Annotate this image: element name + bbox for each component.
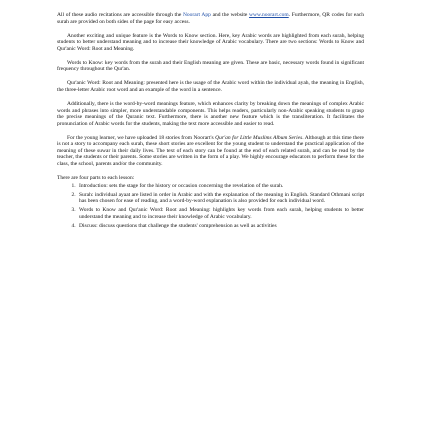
- paragraph-words-to-know: Another exciting and unique feature is the Words to Know section. Here, key Arabic words are highlighted from each surah, helping students to better understand meaning and to increase their knowledge of Arabic vocabulary. There are two sections: Words to Know and Qur'anic Word: Root and Meaning.: [57, 32, 364, 52]
- paragraph-audio-access: [57, 12, 364, 25]
- lesson-parts-intro: There are four parts to each lesson:: [57, 175, 135, 182]
- lesson-parts-list: [57, 183, 364, 230]
- text-run: All of these audio recitations are accessible through the: [57, 12, 183, 18]
- website-link[interactable]: www.noorart.com: [249, 12, 289, 18]
- text-run: . Although at this time there is not a story to accompany each surah, these short stories are excellent for the young student to understand the practical application of the meaning of these suwar in their daily lives. The text of each story can be found at the end of each related surah, and can be read by the teacher, the students or their parents. Some stories are written in the form of a play. We highly encourage educators to perform these for the class, the school, parents and/or the community.: [57, 134, 364, 168]
- text-run: and the website: [210, 12, 250, 18]
- app-link[interactable]: Noorart App: [182, 12, 211, 18]
- text-run: For the young learner, we have uploaded 18 stories from Noorart's: [67, 134, 216, 141]
- list-item: 1. Introduction: sets the stage for the history or occasion concerning the revelation of the surah.: [77, 183, 364, 190]
- list-item: 4. Discuss: discuss questions that challenge the students' comprehension as well as activities: [77, 223, 364, 230]
- paragraph-quranic-word-definition: Qur'anic Word: Root and Meaning: presented here is the usage of the Arabic word within the individual ayah, the meaning in English, the three-letter Arabic root word and an example of the word in a sentence.: [57, 80, 364, 93]
- paragraph-stories: [57, 135, 364, 168]
- text-run: . Furthermore, QR codes for each surah are provided on both sides of the page for easy access.: [57, 12, 364, 25]
- paragraph-word-by-word: Additionally, there is the word-by-word meanings feature, which enhances clarity by breaking down the meanings of complex Arabic words and phrases into simpler, more understandable components. This helps readers, particularly non-Arabic speaking students to grasp the precise meanings of the Quranic text. Furthermore, there is another new feature which is the transliteration. It facilitates the pronunciation of Arabic words for the students, making the text more accessible and easier to read.: [57, 100, 364, 127]
- list-item: 3. Words to Know and Qur'anic Word: Root and Meaning: highlights key words from each surah, helping students to better understand the meaning and to increase their knowledge of Arabic vocabulary.: [77, 207, 364, 220]
- album-series-title: Qur'an for Little Muslims Album Series: [215, 134, 303, 141]
- paragraph-words-to-know-definition: Words to Know: key words from the surah and their English meaning are given. These are basic, necessary words found in significant frequency throughout the Qur'an.: [57, 59, 364, 73]
- list-item: 2. Surah: individual ayaat are listed in order in Arabic and with the explanation of the meaning in English. Standard Othmani script has been chosen for ease of reading, and a word-by-word explanation is also provided for each individual word.: [77, 192, 364, 205]
